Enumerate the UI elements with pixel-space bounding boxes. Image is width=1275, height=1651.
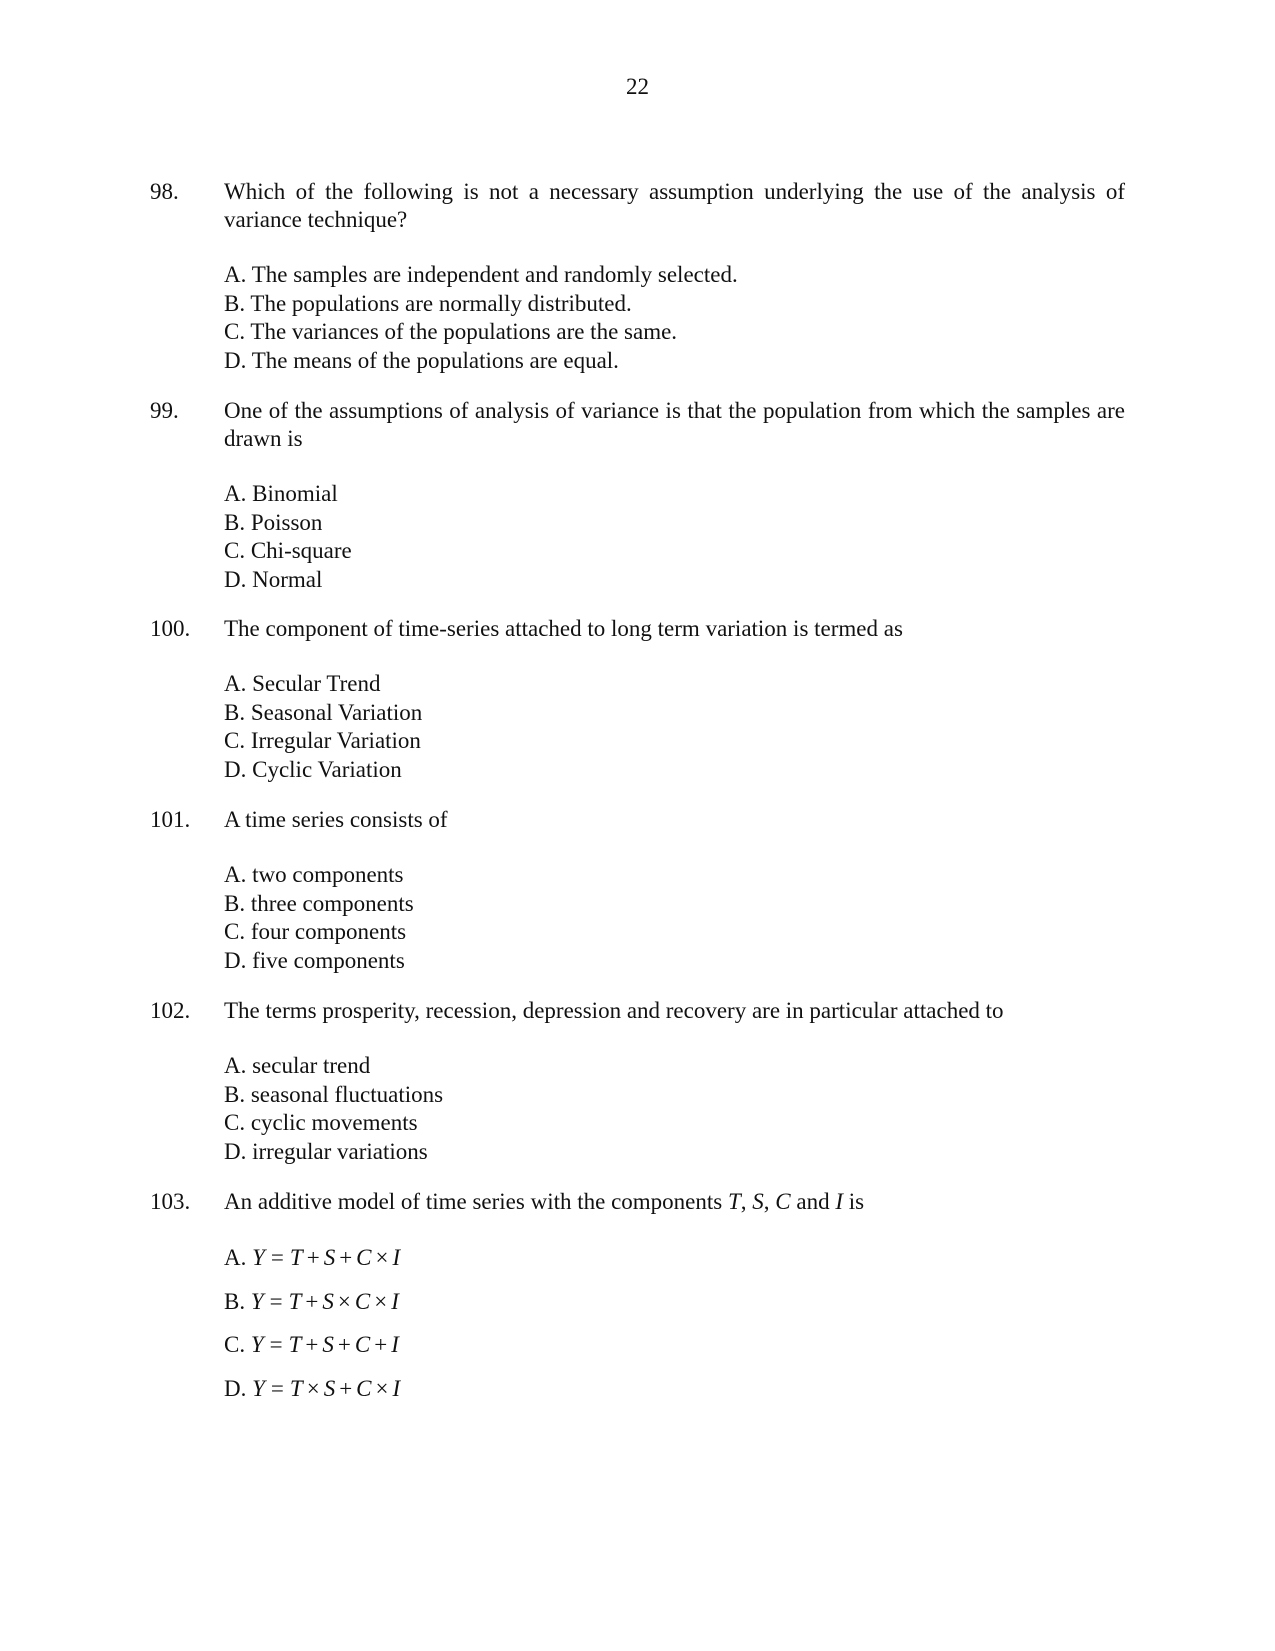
option-d: D. five components: [224, 947, 405, 973]
option-a: A. Secular Trend: [224, 671, 381, 696]
option-b: B. seasonal fluctuations: [224, 1081, 444, 1107]
option-c: C. cyclic movements: [224, 1110, 418, 1135]
option-c: C. Y = T + S + C + I: [224, 1332, 399, 1357]
option-d: D. irregular variations: [224, 1138, 428, 1164]
question-103: [150, 1188, 1125, 1410]
question-text: Which of the following is not a necessary assumption underlying the use of the analysis of variance technique?: [224, 179, 1125, 232]
question-98: [150, 178, 1125, 375]
option-d: D. Y = T × S + C × I: [224, 1375, 401, 1401]
option-a: A. Binomial: [224, 481, 338, 506]
question-text: The terms prosperity, recession, depression and recovery are in particular attached to: [224, 998, 1004, 1023]
option-a: A. Y = T + S + C × I: [224, 1245, 401, 1270]
option-list: [224, 261, 1125, 375]
page-number: 22: [626, 74, 649, 99]
option-c: C. The variances of the populations are the same.: [224, 319, 678, 344]
option-d: D. Normal: [224, 566, 323, 592]
option-d: D. Cyclic Variation: [224, 756, 402, 782]
question-number: 100.: [150, 616, 191, 641]
question-number: 101.: [150, 807, 191, 832]
option-list: [224, 670, 1125, 784]
question-102: [150, 997, 1125, 1166]
option-b: B. Poisson: [224, 509, 323, 535]
option-b: B. three components: [224, 890, 414, 916]
option-b: B. Seasonal Variation: [224, 699, 423, 725]
option-b: B. The populations are normally distributed.: [224, 290, 632, 316]
option-list: [224, 480, 1125, 594]
question-number: 99.: [150, 398, 179, 423]
option-c: C. Chi-square: [224, 538, 352, 563]
option-list: [224, 861, 1125, 975]
question-100: [150, 615, 1125, 784]
option-c: C. Irregular Variation: [224, 728, 421, 753]
question-number: 103.: [150, 1189, 191, 1214]
option-list: [224, 1052, 1125, 1166]
question-text: A time series consists of: [224, 807, 448, 832]
question-text: An additive model of time series with the components T, S, C and I is: [224, 1189, 865, 1214]
option-d: D. The means of the populations are equal.: [224, 347, 619, 373]
option-a: A. The samples are independent and randomly selected.: [224, 262, 738, 287]
question-text: One of the assumptions of analysis of variance is that the population from which the samples are drawn is: [224, 398, 1125, 451]
option-a: A. two components: [224, 862, 404, 887]
question-number: 102.: [150, 998, 191, 1023]
question-99: [150, 397, 1125, 594]
question-number: 98.: [150, 179, 179, 204]
question-101: [150, 806, 1125, 975]
option-c: C. four components: [224, 919, 407, 944]
option-list: [224, 1236, 1125, 1410]
question-text: The component of time-series attached to long term variation is termed as: [224, 616, 903, 641]
option-a: A. secular trend: [224, 1053, 371, 1078]
option-b: B. Y = T + S × C × I: [224, 1288, 399, 1314]
